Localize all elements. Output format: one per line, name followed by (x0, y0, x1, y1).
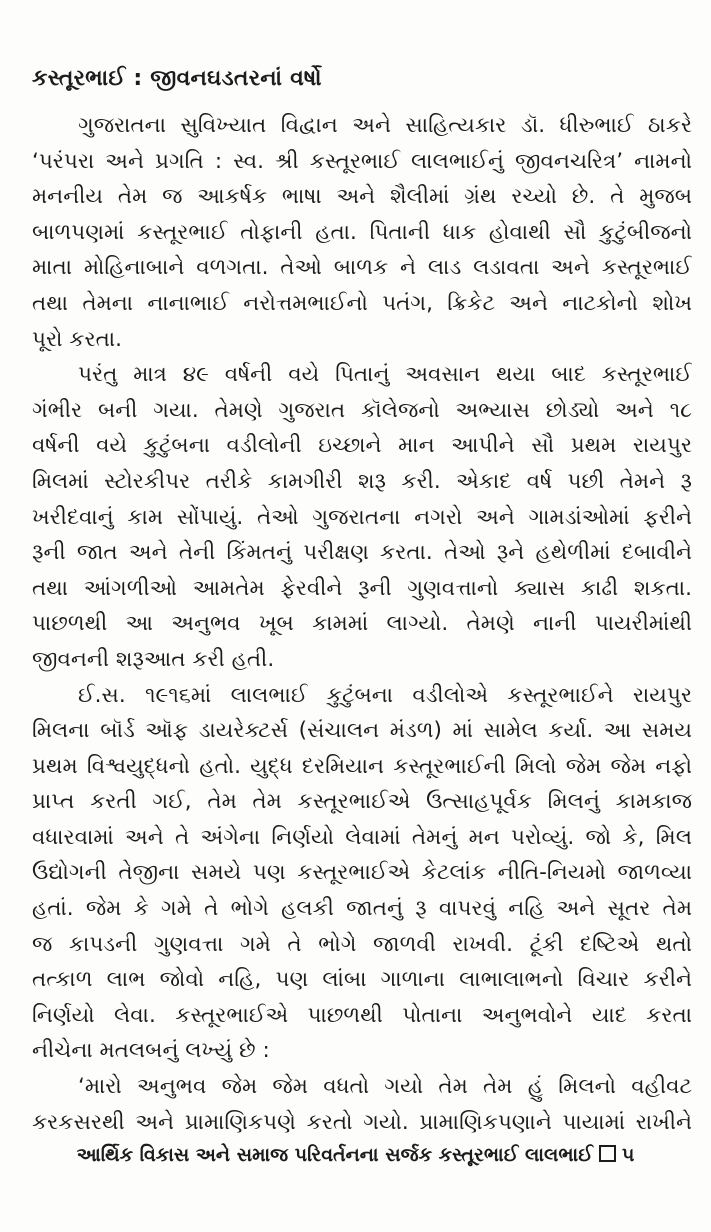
text-line: પરંતુ માત્ર ૪૯ વર્ષની વયે પિતાનું અવસાન થયા બાદ કસ્તૂરભાઈ (78, 362, 692, 388)
text-line: ગંભીર બની ગયા. તેમણે ગુજરાત કૉલેજનો અભ્યાસ છોડ્યો અને ૧૮ (32, 397, 692, 423)
text-line: મિલમાં સ્ટોરકીપર તરીકે કામગીરી શરૂ કરી. એકાદ વર્ષ પછી તેમને રૂ (32, 468, 692, 494)
text-line: મનનીય તેમ જ આકર્ષક ભાષા અને શૈલીમાં ગ્રંથ રચ્યો છે. તે મુજબ (32, 184, 692, 210)
text-line: તત્કાળ લાભ જોવો નહિ, પણ લાંબા ગાળાના લાભાલાભનો વિચાર કરીને (32, 967, 692, 993)
body-text (32, 108, 692, 1140)
text-line: કરકસરથી અને પ્રામાણિકપણે કરતો ગયો. પ્રામાણિકપણાને પાયામાં રાખીને (32, 1109, 692, 1135)
text-line: વર્ષની વયે કુટુંબના વડીલોની ઇચ્છાને માન આપીને સૌ પ્રથમ રાયપુર (32, 433, 692, 459)
text-line: ખરીદવાનું કામ સોંપાયું. તેઓ ગુજરાતના નગરો અને ગામડાંઓમાં ફરીને (32, 504, 692, 530)
text-line: પ્રાપ્ત કરતી ગઈ, તેમ તેમ કસ્તૂરભાઈએ ઉત્સાહપૂર્વક મિલનું કામકાજ (32, 789, 692, 815)
footer-book-title: આર્થિક વિકાસ અને સમાજ પરિવર્તનના સર્જક કસ્તૂરભાઈ લાલભાઈ (76, 1144, 593, 1166)
text-line: પ્રથમ વિશ્વયુદ્ધનો હતો. યુદ્ધ દરમિયાન કસ્તૂરભાઈની મિલો જેમ જેમ નફો (32, 753, 692, 779)
text-line: પાછળથી આ અનુભવ ખૂબ કામમાં લાગ્યો. તેમણે નાની પાયરીમાંથી (32, 611, 692, 637)
text-line: ‘મારો અનુભવ જેમ જેમ વધતો ગયો તેમ તેમ હું મિલનો વહીવટ (78, 1074, 692, 1100)
text-line: હતાં. જેમ કે ગમે તે ભોગે હલકી જાતનું રૂ વાપરવું નહિ અને સૂતર તેમ (32, 896, 692, 922)
text-line: નિર્ણયો લેવા. કસ્તૂરભાઈએ પાછળથી પોતાના અનુભવોને યાદ કરતા (32, 1002, 692, 1028)
text-line: જ કાપડની ગુણવત્તા ગમે તે ભોગે જાળવી રાખવી. ટૂંકી દષ્ટિએ થતો (32, 931, 692, 957)
page-footer (0, 1144, 711, 1166)
text-line: પૂરો કરતા. (32, 326, 122, 352)
text-line: રૂની જાત અને તેની કિંમતનું પરીક્ષણ કરતા. તેઓ રૂને હથેળીમાં દબાવીને (32, 540, 692, 566)
text-line: નીચેના મતલબનું લખ્યું છે : (32, 1038, 270, 1064)
text-line: વધારવામાં અને તે અંગેના નિર્ણયો લેવામાં તેમનું મન પરોવ્યું. જો કે, મિલ (32, 824, 692, 850)
text-line: જીવનની શરૂઆત કરી હતી. (32, 646, 275, 672)
text-line: બાળપણમાં કસ્તૂરભાઈ તોફાની હતા. પિતાની ધાક હોવાથી સૌ કુટુંબીજનો (32, 219, 692, 245)
page-number: ૫ (621, 1144, 635, 1166)
text-line: ઈ.સ. ૧૯૧૬માં લાલભાઈ કુટુંબના વડીલોએ કસ્તૂરભાઈને રાયપુર (78, 682, 692, 708)
text-line: તથા આંગળીઓ આમતેમ ફેરવીને રૂની ગુણવત્તાનો ક્યાસ કાઢી શકતા. (32, 575, 692, 601)
text-line: ઉદ્યોગની તેજીના સમયે પણ કસ્તૂરભાઈએ કેટલાંક નીતિ-નિયમો જાળવ્યા (32, 860, 692, 886)
text-line: ‘પરંપરા અને પ્રગતિ : સ્વ. શ્રી કસ્તૂરભાઈ લાલભાઈનું જીવનચરિત્ર’ નામનો (32, 148, 692, 174)
section-heading: કસ્તૂરભાઈ : જીવનઘડતરનાં વર્ષો (32, 66, 322, 91)
text-line: મિલના બૉર્ડ ઑફ ડાયરેક્ટર્સ (સંચાલન મંડળ) માં સામેલ કર્યા. આ સમય (32, 718, 692, 744)
square-separator-icon (599, 1145, 616, 1162)
text-line: માતા મોહિનાબાને વળગતા. તેઓ બાળક ને લાડ લડાવતા અને કસ્તૂરભાઈ (32, 255, 692, 281)
text-line: તથા તેમના નાનાભાઈ નરોત્તમભાઈનો પતંગ, ક્રિકેટ અને નાટકોનો શોખ (32, 290, 692, 316)
text-line: ગુજરાતના સુવિખ્યાત વિદ્વાન અને સાહિત્યકાર ડૉ. ધીરુભાઈ ઠાકરે (78, 113, 692, 138)
